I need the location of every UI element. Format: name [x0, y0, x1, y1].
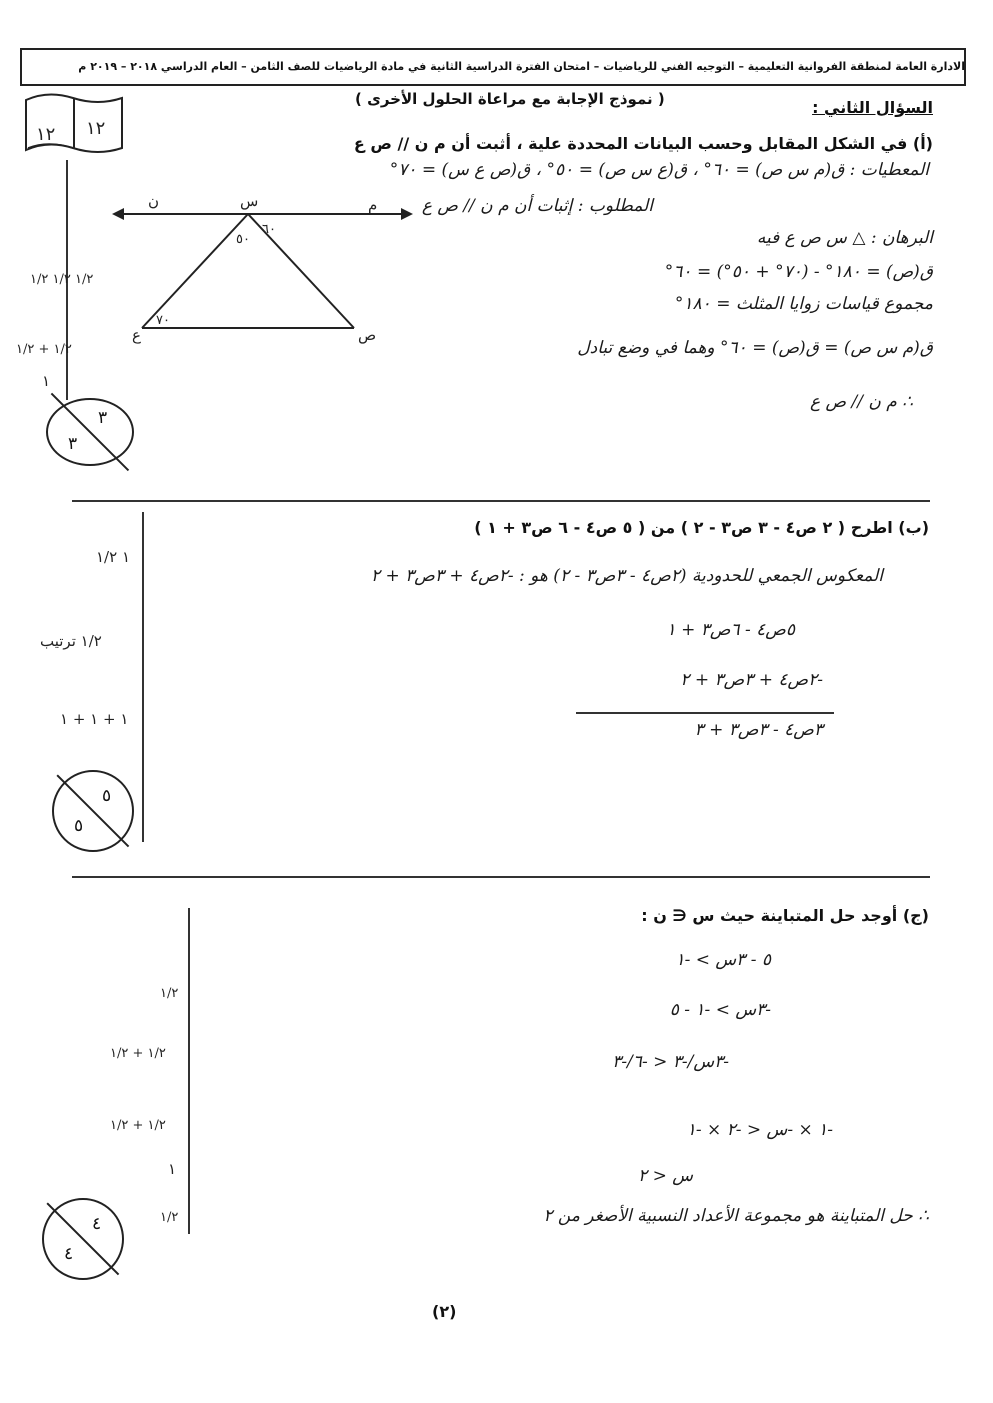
part-a-mark-2: ١/٢ + ١/٢ [16, 342, 72, 357]
part-a-prompt: (أ) في الشكل المقابل وحسب البيانات المحددة علية ، أثبت أن م ن // ص ع [353, 134, 933, 153]
part-b-margin-line [142, 512, 144, 842]
part-a-mark-3: ١ [42, 372, 51, 390]
part-c-margin-line [188, 908, 190, 1234]
part-b-score-circle [52, 770, 134, 852]
part-a-line-given: المعطيات : ق(م س ص) = ٦٠° ، ق(ع س ص) = ٥٠° ، ق(ص ع س) = ٧٠° [389, 160, 929, 180]
part-b-score-top: ٥ [102, 786, 112, 806]
part-a-line-required: المطلوب : إثبات أن م ن // ص ع [421, 196, 653, 216]
part-c-prompt: (ج) أوجد حل المتباينة حيث س ∈ ن : [641, 906, 929, 925]
part-b-score-bottom: ٥ [74, 816, 84, 836]
part-b-mark-3: ١ + ١ + ١ [60, 710, 129, 728]
part-b-mark-2: ١/٢ ترتيب [40, 632, 102, 650]
part-c-line-5: س < ٢ [638, 1166, 693, 1186]
divider-1 [72, 500, 930, 502]
total-score-flag-icon [18, 90, 130, 160]
page-number: (٢) [432, 1302, 457, 1321]
label-e: ع [132, 326, 141, 344]
part-c-score-bottom: ٤ [64, 1244, 74, 1264]
divider-2 [72, 876, 930, 878]
part-c-score-circle [42, 1198, 124, 1280]
label-s: س [240, 192, 259, 210]
part-a-line-proof: البرهان : △ س ص ع فيه [756, 228, 933, 248]
part-a-line-angle: ق(ص) = ١٨٠° - (٧٠° + ٥٠°) = ٦٠° [664, 262, 933, 282]
part-a-score-circle [46, 398, 134, 466]
part-a-line-sum: مجموع قياسات زوايا المثلث = ١٨٠° [674, 294, 933, 314]
label-n: ن [148, 192, 160, 210]
total-score-right: ١٢ [86, 118, 106, 139]
part-a-mark-1: ١/٢ ١/٢ ١/٢ [30, 272, 94, 287]
angle-60: ٦٠ [262, 222, 276, 237]
header-text: الادارة العامة لمنطقة الفروانية التعليمية – التوجيه الفني للرياضيات – امتحان الفترة الدراسية الثانية في مادة الرياضيات للصف الثامن – العام الدراسي ٢٠١٨ – ٢٠١٩ م [78, 60, 965, 73]
part-b-line-inverse: المعكوس الجمعي للحدودية (٢ص٤ - ٣ص٣ - ٢) هو : -٢ص٤ + ٣ص٣ + ٢ [370, 566, 883, 586]
label-sad: ص [358, 326, 377, 344]
part-b-row-2: -٢ص٤ + ٣ص٣ + ٢ [680, 670, 823, 690]
part-c-mark-5: ١/٢ [160, 1210, 179, 1225]
part-b-row-1: ٥ص٤ - ٦ص٣ + ١ [666, 620, 795, 640]
part-b-row-3: ٣ص٤ - ٣ص٣ + ٣ [694, 720, 823, 740]
question-title: السؤال الثاني : [812, 98, 933, 117]
part-b-prompt: (ب) اطرح ( ٢ ص٤ - ٣ ص٣ - ٢ ) من ( ٥ ص٤ - ٦ ص٣ + ١ ) [474, 518, 929, 537]
part-a-line-conclusion: ∴ م ن // ص ع [810, 392, 913, 412]
label-m: م [368, 196, 378, 214]
sum-line [576, 712, 834, 714]
angle-70: ٧٠ [156, 313, 170, 328]
part-a-score-bottom: ٣ [68, 434, 78, 454]
total-score-left: ١٢ [36, 124, 56, 145]
part-c-mark-3: ١/٢ + ١/٢ [110, 1118, 166, 1133]
part-c-mark-4: ١ [168, 1160, 177, 1178]
part-c-score-top: ٤ [92, 1214, 102, 1234]
part-c-mark-2: ١/٢ + ١/٢ [110, 1046, 166, 1061]
part-c-line-2: -٣س > -١ - ٥ [669, 1000, 771, 1020]
part-c-mark-1: ١/٢ [160, 986, 179, 1001]
part-c-line-4: -١ × -س < -٢ × -١ [686, 1120, 833, 1140]
part-c-line-3: -٣س/-٣ < -٦/-٣ [612, 1052, 729, 1072]
part-b-mark-1: ١ ١/٢ [96, 548, 131, 566]
angle-50: ٥٠ [236, 232, 250, 247]
part-a-line-alternate: ق(م س ص) = ق(ص) = ٦٠° وهما في وضع تبادل [577, 338, 933, 358]
part-c-conclusion: ∴ حل المتباينة هو مجموعة الأعداد النسبية الأصغر من ٢ [543, 1206, 929, 1226]
part-a-score-top: ٣ [98, 408, 108, 428]
part-c-line-1: ٥ - ٣س > -١ [675, 950, 771, 970]
model-answer-note: ( نموذج الإجابة مع مراعاة الحلول الأخرى ) [355, 90, 665, 108]
